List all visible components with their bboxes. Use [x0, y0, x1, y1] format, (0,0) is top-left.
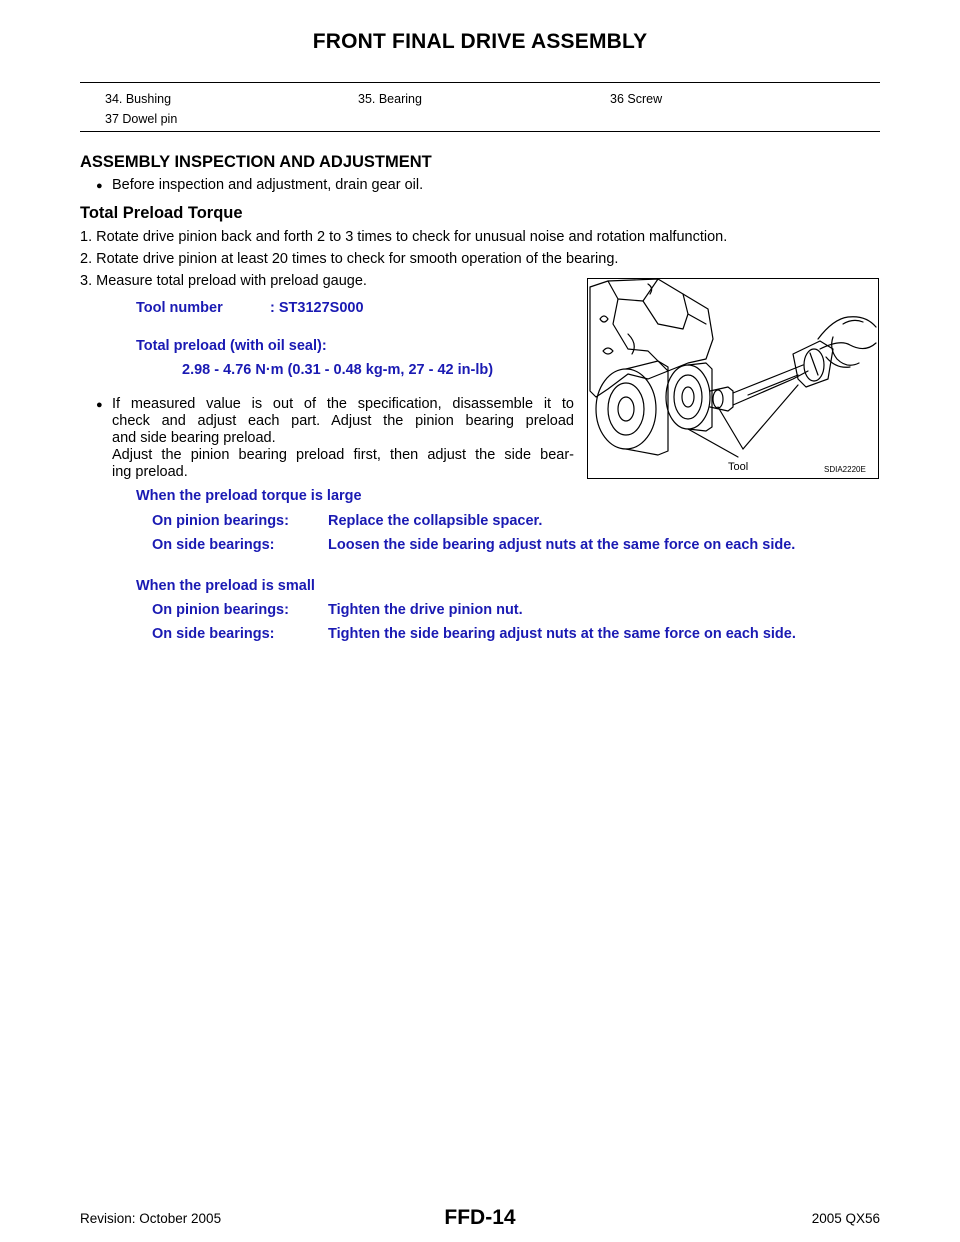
bullet2-line-1: ● If measured value is out of the specification, disassemble it to	[112, 396, 574, 412]
model-text: 2005 QX56	[811, 1211, 880, 1226]
preload-gauge-figure	[587, 278, 879, 479]
parts-item-36: 36 Screw	[610, 92, 663, 106]
small-side-label: On side bearings:	[152, 626, 275, 642]
preload-gauge-illustration	[588, 279, 878, 478]
total-preload-value: 2.98 - 4.76 N·m (0.31 - 0.48 kg-m, 27 - 42 in-lb)	[182, 362, 494, 378]
small-pinion-label: On pinion bearings:	[152, 602, 289, 618]
large-side-value: Loosen the side bearing adjust nuts at the same force on each side.	[328, 537, 796, 553]
large-heading: When the preload torque is large	[136, 488, 362, 504]
section-heading: ASSEMBLY INSPECTION AND ADJUSTMENT	[80, 153, 432, 171]
large-pinion-label: On pinion bearings:	[152, 513, 289, 529]
step-1: 1. Rotate drive pinion back and forth 2 to 3 times to check for unusual noise and rotation malfunction.	[80, 229, 728, 245]
figure-code: SDIA2220E	[824, 465, 866, 474]
bullet2-line-5: ing preload.	[112, 464, 188, 480]
subsection-heading: Total Preload Torque	[80, 204, 243, 222]
total-preload-label: Total preload (with oil seal):	[136, 338, 327, 354]
tool-number-label: Tool number	[136, 300, 223, 316]
step-2: 2. Rotate drive pinion at least 20 times to check for smooth operation of the bearing.	[80, 251, 619, 267]
large-side-label: On side bearings:	[152, 537, 275, 553]
bullet2-line-4: Adjust the pinion bearing preload first, then adjust the side bear-	[112, 447, 574, 463]
bullet2-line-2: check and adjust each part. Adjust the pinion bearing preload	[112, 413, 574, 429]
parts-item-35: 35. Bearing	[358, 92, 422, 106]
parts-item-37: 37 Dowel pin	[105, 112, 178, 126]
page-header-title: FRONT FINAL DRIVE ASSEMBLY	[312, 30, 648, 53]
small-side-value: Tighten the side bearing adjust nuts at the same force on each side.	[328, 626, 796, 642]
out-of-spec-bullet	[112, 396, 574, 481]
step-3: 3. Measure total preload with preload gauge.	[80, 273, 367, 289]
header-rule	[80, 82, 880, 83]
parts-item-34: 34. Bushing	[105, 92, 172, 106]
revision-text: Revision: October 2005	[80, 1211, 222, 1226]
parts-rule	[80, 131, 880, 132]
small-pinion-value: Tighten the drive pinion nut.	[328, 602, 523, 618]
tool-number-value: : ST3127S000	[270, 300, 364, 316]
page-number: FFD-14	[444, 1206, 516, 1229]
figure-tool-label: Tool	[728, 461, 749, 473]
bullet2-line-3: and side bearing preload.	[112, 430, 276, 446]
small-heading: When the preload is small	[136, 578, 315, 594]
drain-bullet: ● Before inspection and adjustment, drain gear oil.	[112, 177, 423, 194]
large-pinion-value: Replace the collapsible spacer.	[328, 513, 543, 529]
